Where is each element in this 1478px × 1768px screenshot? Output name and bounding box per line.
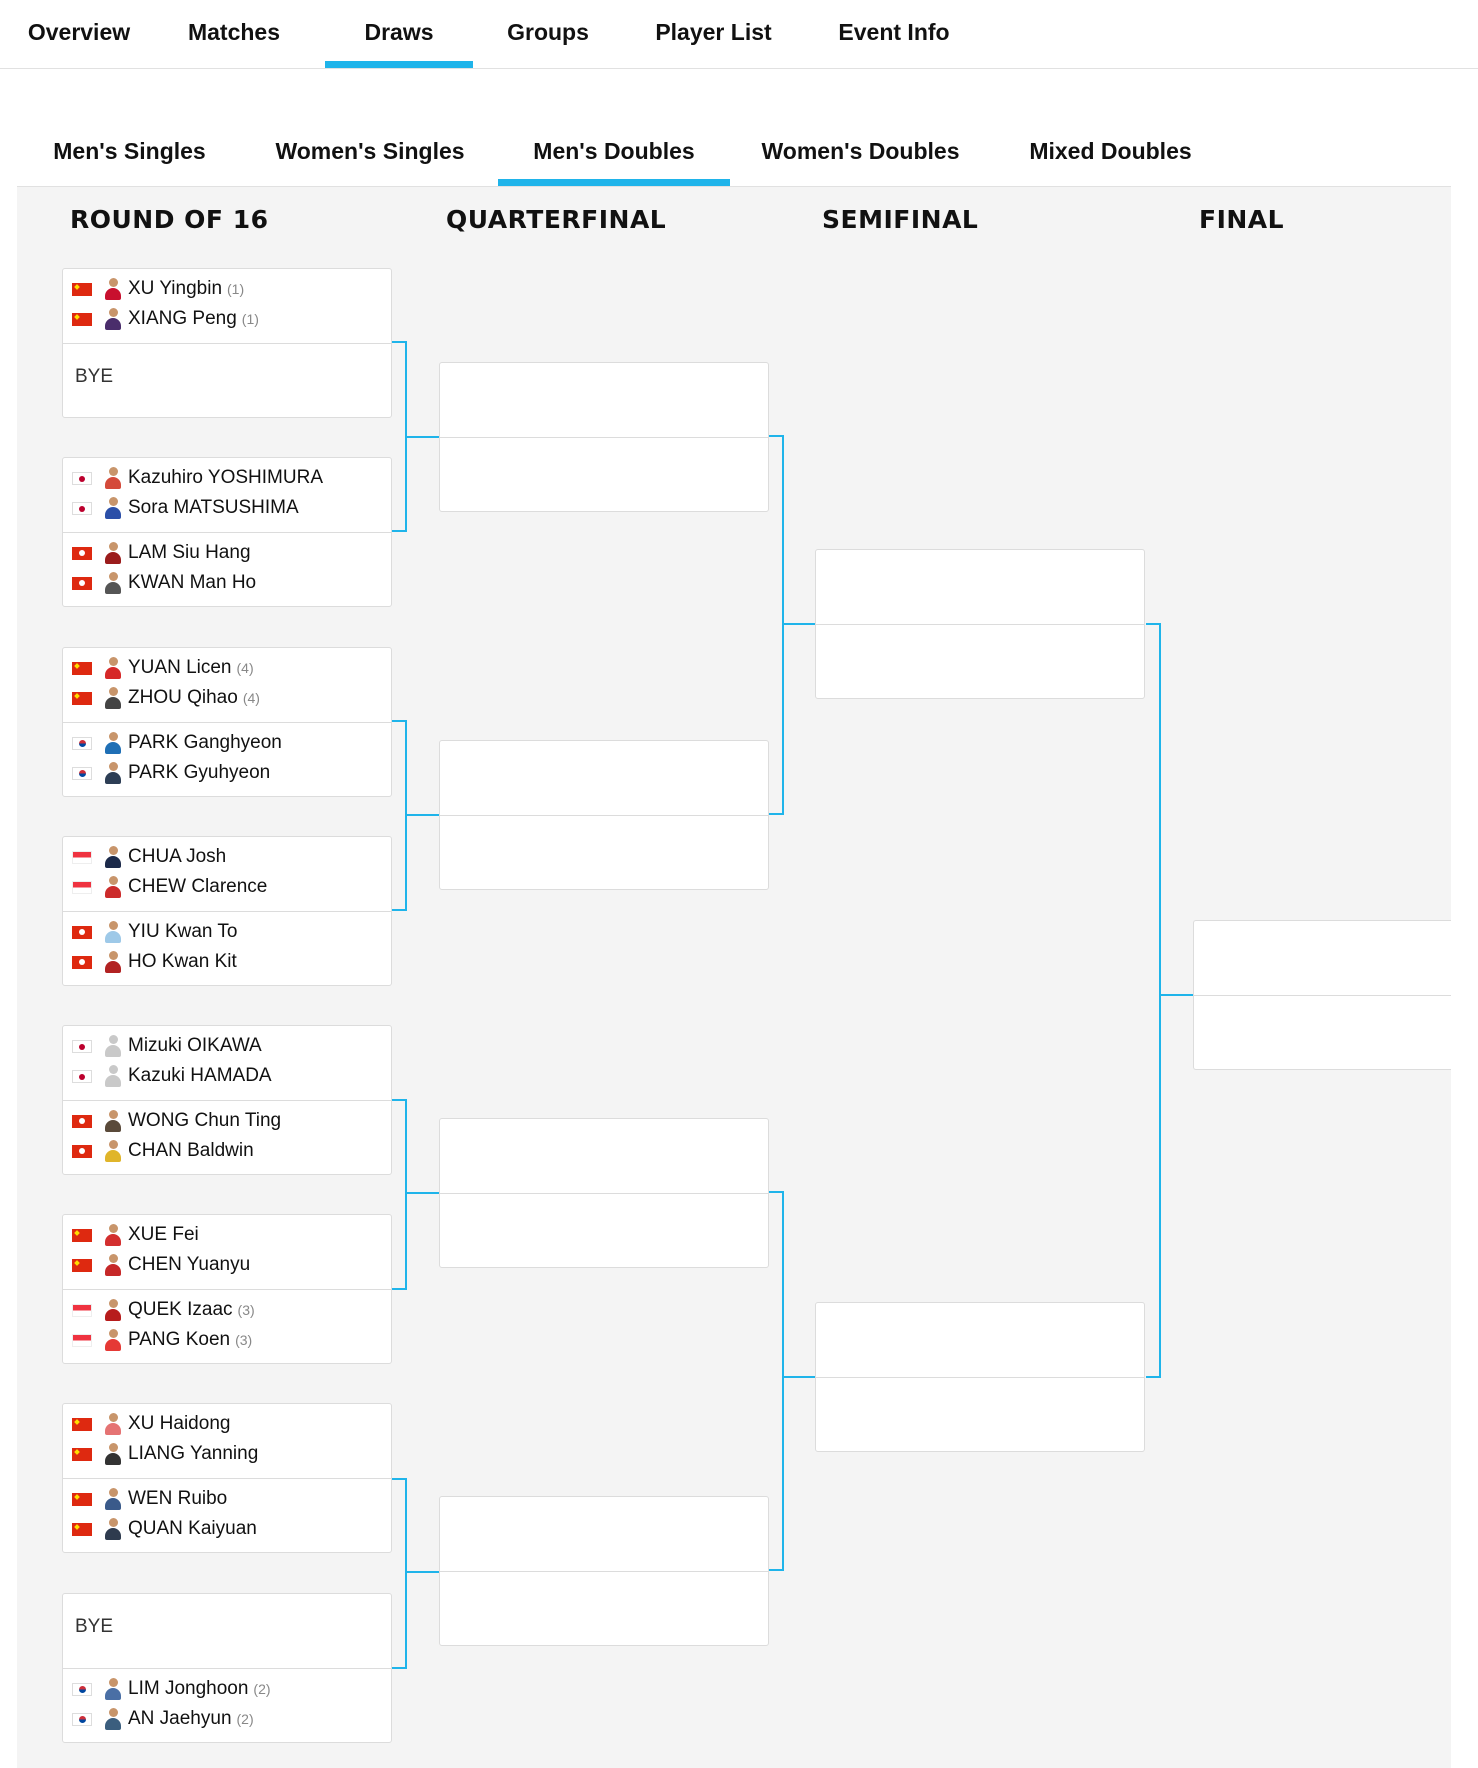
match-slot-empty (440, 1572, 768, 1646)
player-avatar-icon (104, 876, 122, 898)
match-qf-3[interactable] (439, 1118, 769, 1268)
china-flag-icon (72, 662, 92, 675)
hong-kong-flag-icon (72, 547, 92, 560)
japan-flag-icon (72, 1040, 92, 1053)
match-r16-6[interactable] (62, 1214, 392, 1364)
player-row (72, 1487, 227, 1511)
player-avatar-icon (104, 1224, 122, 1246)
slot-xue-chen[interactable] (63, 1215, 391, 1289)
match-qf-1[interactable] (439, 362, 769, 512)
player-name: LIANG Yanning (128, 1443, 259, 1464)
korea-flag-icon (72, 737, 92, 750)
bracket-connector (392, 720, 406, 722)
main-navigation (0, 0, 1478, 69)
match-final[interactable] (1193, 920, 1451, 1070)
match-sf-1[interactable] (815, 549, 1145, 699)
china-flag-icon (72, 1493, 92, 1506)
match-slot-empty (440, 1194, 768, 1268)
match-r16-3[interactable] (62, 647, 392, 797)
player-name: XU Haidong (128, 1413, 231, 1434)
player-row (72, 307, 259, 331)
bracket-connector (392, 1099, 406, 1101)
player-row (72, 731, 282, 755)
player-row (72, 571, 256, 595)
tab-groups[interactable]: Groups (507, 19, 589, 45)
singapore-flag-icon (72, 881, 92, 894)
match-slot-empty (440, 363, 768, 437)
player-avatar-icon (104, 1299, 122, 1321)
match-slot-empty (816, 550, 1144, 624)
seed: (3) (237, 1302, 255, 1318)
player-avatar-icon (104, 1329, 122, 1351)
player-avatar-icon (104, 1488, 122, 1510)
bracket-connector (405, 1192, 439, 1194)
bracket-connector (392, 530, 406, 532)
player-name: WEN Ruibo (128, 1488, 228, 1509)
player-row (72, 1442, 258, 1466)
player-avatar-icon (104, 657, 122, 679)
player-name: PARK Ganghyeon (128, 732, 282, 753)
japan-flag-icon (72, 502, 92, 515)
match-qf-4[interactable] (439, 1496, 769, 1646)
player-row (72, 686, 260, 710)
player-name: Kazuhiro YOSHIMURA (128, 467, 323, 488)
korea-flag-icon (72, 1683, 92, 1696)
hong-kong-flag-icon (72, 1115, 92, 1128)
player-avatar-icon (104, 1678, 122, 1700)
player-avatar-icon (104, 278, 122, 300)
match-slot-empty (440, 1119, 768, 1193)
player-avatar-placeholder-icon (104, 1065, 122, 1087)
player-avatar-placeholder-icon (104, 1035, 122, 1057)
bracket-connector (782, 1191, 784, 1571)
match-slot-empty (816, 625, 1144, 699)
player-row (72, 1109, 281, 1133)
player-avatar-icon (104, 1110, 122, 1132)
japan-flag-icon (72, 472, 92, 485)
tab-mens-doubles[interactable]: Men's Doubles (498, 120, 730, 186)
korea-flag-icon (72, 767, 92, 780)
player-name: XU Yingbin (128, 278, 223, 299)
player-name: CHAN Baldwin (128, 1140, 254, 1161)
slot-quek-pang[interactable] (63, 1290, 391, 1364)
bracket-connector (782, 435, 784, 815)
china-flag-icon (72, 1523, 92, 1536)
player-row (72, 1298, 255, 1322)
player-name: HO Kwan Kit (128, 951, 237, 972)
match-slot-empty (1194, 921, 1451, 995)
match-slot-empty (816, 1303, 1144, 1377)
slot-yoshimura-matsushima[interactable] (63, 458, 391, 532)
match-r16-2[interactable] (62, 457, 392, 607)
seed: (1) (227, 281, 245, 297)
japan-flag-icon (72, 1070, 92, 1083)
korea-flag-icon (72, 1713, 92, 1726)
tab-womens-doubles[interactable]: Women's Doubles (761, 138, 960, 164)
slot-xu-xiang[interactable] (63, 269, 391, 343)
slot-xu-liang[interactable] (63, 1404, 391, 1478)
seed: (4) (236, 660, 254, 676)
player-name: XUE Fei (128, 1224, 199, 1245)
bracket-connector (405, 436, 439, 438)
player-row (72, 1517, 257, 1541)
player-avatar-icon (104, 1443, 122, 1465)
match-slot-empty (440, 816, 768, 890)
player-row (72, 277, 244, 301)
china-flag-icon (72, 692, 92, 705)
player-name: CHUA Josh (128, 846, 227, 867)
bracket-connector (392, 1667, 406, 1669)
china-flag-icon (72, 1229, 92, 1242)
bracket-connector (782, 623, 815, 625)
tab-player-list[interactable]: Player List (655, 19, 772, 45)
bracket-connector (405, 1571, 439, 1573)
singapore-flag-icon (72, 1334, 92, 1347)
player-name: CHEN Yuanyu (128, 1254, 251, 1275)
match-r16-5[interactable] (62, 1025, 392, 1175)
player-avatar-icon (104, 467, 122, 489)
player-row (72, 1223, 199, 1247)
slot-lim-an[interactable] (63, 1669, 391, 1743)
player-row (72, 1139, 254, 1163)
bracket-connector (392, 341, 406, 343)
slot-bye (63, 1594, 391, 1668)
player-row (72, 875, 267, 899)
match-qf-2[interactable] (439, 740, 769, 890)
slot-lam-kwan[interactable] (63, 533, 391, 607)
player-avatar-icon (104, 1140, 122, 1162)
china-flag-icon (72, 313, 92, 326)
tab-womens-singles[interactable]: Women's Singles (275, 138, 465, 164)
match-slot-empty (440, 1497, 768, 1571)
player-name: QUEK Izaac (128, 1299, 233, 1320)
player-name: LIM Jonghoon (128, 1678, 249, 1699)
player-name: Sora MATSUSHIMA (128, 497, 299, 518)
slot-yuan-zhou[interactable] (63, 648, 391, 722)
player-name: Kazuki HAMADA (128, 1065, 272, 1086)
player-name: CHEW Clarence (128, 876, 268, 897)
tab-matches[interactable]: Matches (187, 19, 281, 45)
player-row (72, 496, 299, 520)
player-name: WONG Chun Ting (128, 1110, 282, 1131)
bracket-connector (1159, 994, 1193, 996)
player-name: Mizuki OIKAWA (128, 1035, 262, 1056)
bracket-connector (405, 1478, 407, 1669)
singapore-flag-icon (72, 851, 92, 864)
bracket-connector (1159, 623, 1161, 1378)
player-avatar-icon (104, 1254, 122, 1276)
slot-bye (63, 344, 391, 418)
slot-oikawa-hamada[interactable] (63, 1026, 391, 1100)
bracket-connector (769, 435, 783, 437)
hong-kong-flag-icon (72, 926, 92, 939)
tab-draws[interactable]: Draws (325, 0, 473, 68)
player-avatar-icon (104, 1708, 122, 1730)
china-flag-icon (72, 283, 92, 296)
player-row (72, 1064, 272, 1088)
player-row (72, 1328, 252, 1352)
bracket-connector (1146, 1376, 1160, 1378)
player-name: ZHOU Qihao (128, 687, 238, 708)
bracket-connector (392, 909, 406, 911)
match-slot-empty (816, 1378, 1144, 1452)
player-row (72, 1253, 250, 1277)
bye-label: BYE (75, 366, 114, 387)
tab-overview[interactable]: Overview (27, 19, 131, 45)
player-name: AN Jaehyun (128, 1708, 232, 1729)
player-avatar-icon (104, 732, 122, 754)
match-r16-4[interactable] (62, 836, 392, 986)
player-name: QUAN Kaiyuan (128, 1518, 257, 1539)
slot-chua-chew[interactable] (63, 837, 391, 911)
bracket-connector (392, 1288, 406, 1290)
hong-kong-flag-icon (72, 956, 92, 969)
match-r16-8[interactable] (62, 1593, 392, 1743)
player-avatar-icon (104, 846, 122, 868)
bracket-connector (392, 1478, 406, 1480)
match-sf-2[interactable] (815, 1302, 1145, 1452)
china-flag-icon (72, 1418, 92, 1431)
player-name: PANG Koen (128, 1329, 231, 1350)
player-avatar-icon (104, 1413, 122, 1435)
hong-kong-flag-icon (72, 577, 92, 590)
tab-mixed-doubles[interactable]: Mixed Doubles (1029, 138, 1192, 164)
player-row (72, 845, 226, 869)
player-avatar-icon (104, 542, 122, 564)
player-avatar-icon (104, 572, 122, 594)
player-name: PARK Gyuhyeon (128, 762, 271, 783)
bye-label: BYE (75, 1616, 114, 1637)
player-name: LAM Siu Hang (128, 542, 251, 563)
bracket-connector (1146, 623, 1160, 625)
player-name: KWAN Man Ho (128, 572, 257, 593)
match-r16-7[interactable] (62, 1403, 392, 1553)
china-flag-icon (72, 1259, 92, 1272)
match-r16-1[interactable] (62, 268, 392, 418)
player-name: YIU Kwan To (128, 921, 238, 942)
player-avatar-icon (104, 1518, 122, 1540)
player-row (72, 656, 254, 680)
singapore-flag-icon (72, 1304, 92, 1317)
bracket-connector (769, 1191, 783, 1193)
match-slot-empty (440, 438, 768, 512)
tab-event-info[interactable]: Event Info (838, 19, 950, 45)
round-title-quarterfinal: QUARTERFINAL (446, 205, 667, 234)
player-name: XIANG Peng (128, 308, 237, 329)
bracket-connector (769, 1569, 783, 1571)
player-row (72, 761, 270, 785)
seed: (3) (235, 1332, 253, 1348)
player-name: YUAN Licen (128, 657, 232, 678)
seed: (1) (241, 311, 259, 327)
seed: (2) (253, 1681, 271, 1697)
tab-mens-singles[interactable]: Men's Singles (53, 138, 206, 164)
match-slot-empty (440, 741, 768, 815)
player-row (72, 1677, 271, 1701)
player-row (72, 541, 251, 565)
china-flag-icon (72, 1448, 92, 1461)
bracket-connector (782, 1376, 815, 1378)
seed: (2) (236, 1711, 254, 1727)
slot-yiu-ho[interactable] (63, 912, 391, 986)
player-avatar-icon (104, 308, 122, 330)
player-avatar-icon (104, 921, 122, 943)
round-title-r16: ROUND OF 16 (70, 205, 269, 234)
match-slot-empty (1194, 996, 1451, 1070)
hong-kong-flag-icon (72, 1145, 92, 1158)
slot-wen-quan[interactable] (63, 1479, 391, 1553)
bracket-connector (405, 814, 439, 816)
bracket-connector (405, 1099, 407, 1290)
round-title-final: FINAL (1199, 205, 1285, 234)
slot-park-park[interactable] (63, 723, 391, 797)
player-row (72, 920, 237, 944)
player-row (72, 1412, 230, 1436)
event-navigation (17, 120, 1451, 187)
player-row (72, 1707, 254, 1731)
player-avatar-icon (104, 497, 122, 519)
player-row (72, 1034, 262, 1058)
round-title-semifinal: SEMIFINAL (822, 205, 979, 234)
bracket-connector (769, 813, 783, 815)
player-avatar-icon (104, 951, 122, 973)
slot-wong-chan[interactable] (63, 1101, 391, 1175)
player-row (72, 466, 323, 490)
player-avatar-icon (104, 762, 122, 784)
seed: (4) (242, 690, 260, 706)
player-avatar-icon (104, 687, 122, 709)
player-row (72, 950, 237, 974)
